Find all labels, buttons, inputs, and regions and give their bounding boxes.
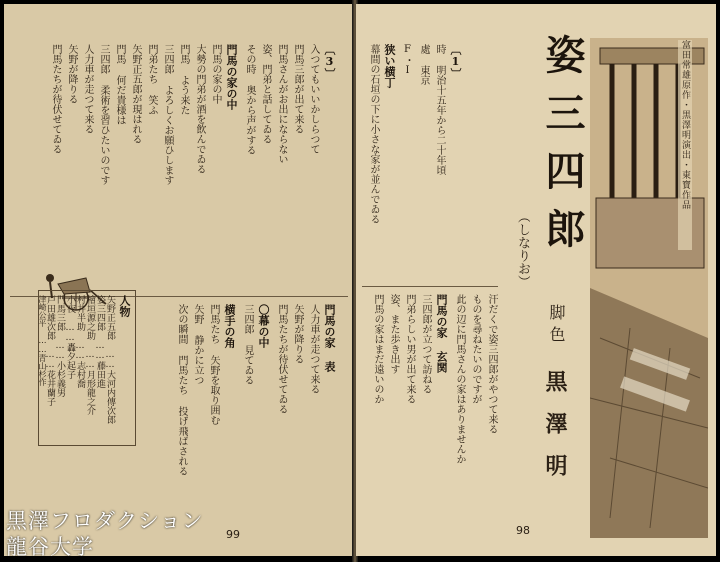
cast-entry: 津崎公平 ……青山杉作 (38, 295, 47, 386)
text-column: 門弟たち 笑ふ (146, 44, 157, 115)
text-column: 門馬の家はまだ遠いのか (372, 294, 383, 404)
text-column: 三四郎 柔術を習ひたいのです (98, 44, 109, 185)
text-column: 矢野正五郎が現はれる (130, 44, 141, 144)
text-column: 姿、また歩き出す (388, 294, 399, 374)
cast-entry: 姿三四郎 ……藤田進 (95, 295, 105, 388)
page-number-right: 98 (516, 524, 530, 537)
section-heading-right: 〔1〕 (449, 44, 462, 79)
text-column: 人力車が走つて来る (308, 304, 319, 394)
credit-label: 脚色 (547, 304, 566, 348)
section-heading-left: 〔3〕 (323, 44, 336, 79)
text-column: 門馬三郎が出て来る (292, 44, 303, 134)
text-column: 矢野 静かに立つ (192, 304, 203, 385)
text-column: 此の辺に門馬さんの家はありませんか (454, 294, 465, 464)
watermark-line2: 龍谷大学 (6, 535, 94, 559)
heading-house-interior: 門馬の家の中 (225, 44, 238, 110)
cast-list (38, 290, 136, 446)
text-column: 門馬たち 矢野を取り囲む (208, 304, 219, 425)
page-number-left: 99 (226, 528, 240, 541)
text-column: 幕間の石垣の下に小さな家が並んでゐる (368, 44, 379, 224)
text-column: 門馬たちが待伏せてゐる (50, 44, 61, 154)
cast-title: 人物 (118, 295, 131, 317)
text-column: ものを尋ねたいのですが (470, 294, 481, 404)
watermark-line1: 黒澤フロダクション (6, 509, 204, 533)
divider (362, 286, 498, 287)
text-column: F・I (402, 44, 413, 76)
subtitle: 富田常雄原作・黒澤明演出・東寶作品 (678, 40, 692, 250)
text-column: 汗だくで姿三四郎がやつて来る (486, 294, 497, 434)
cast-entry: 村井半助 ……志村喬 (75, 295, 85, 388)
heading-house-front: 門馬の家 表 (323, 304, 336, 372)
text-column: 門弟らしい男が出て来る (404, 294, 415, 404)
heading-narrow-lane: 狭い横丁 (383, 44, 396, 88)
text-column: その時 奥から声がする (244, 44, 255, 155)
text-column: 入つてもいいかしらつて (308, 44, 319, 154)
text-column: 次の瞬間 門馬たち 投げ飛ばされる (176, 304, 187, 476)
text-column: 門馬さんがお出にならない (276, 44, 287, 164)
text-column: 門馬 よう来た (178, 44, 189, 115)
text-column: 矢野が降りる (66, 44, 77, 104)
heading-curtain: 〇幕の中 (257, 304, 270, 348)
page-right (356, 4, 716, 556)
text-column: 三四郎が立つて訪ねる (420, 294, 431, 394)
cast-entry: 檜垣源之助 ……月形龍之介 (85, 295, 95, 415)
cast-entry: 矢野正五郎 ……大河内傳次郎 (105, 295, 115, 424)
text-column: 門馬の家の中 (210, 44, 221, 104)
title-ruby: （しなりお） (515, 210, 530, 288)
text-column: 大勢の門弟が酒を飲んでゐる (194, 44, 205, 174)
text-column: 門馬たちが待伏せてゐる (276, 304, 287, 414)
text-column: 矢野が降りる (292, 304, 303, 364)
cast-entry: 小夜 ……轟夕起子 (65, 295, 75, 379)
page-left (4, 4, 354, 556)
text-column: 姿、門弟と話してゐる (260, 44, 271, 144)
cast-entry: 戸田雄次郎 ……花井蘭子 (45, 295, 55, 406)
text-column: 人力車が走つて来る (82, 44, 93, 134)
page-title: 姿三四郎 (539, 34, 586, 266)
heading-house-entrance: 門馬の家 玄関 (435, 294, 448, 373)
text-column: 處 東京 (418, 44, 429, 85)
text-column: 三四郎 見てゐる (242, 304, 253, 385)
cast-entry: 門馬三郎 ……小杉義男 (55, 295, 65, 397)
text-column: 時 明治十五年から二十年頃 (434, 44, 445, 175)
credit-name: 黒澤明 (542, 370, 568, 496)
heading-side-corner: 横手の角 (223, 304, 236, 348)
text-column: 三四郎 よろしくお願ひします (162, 44, 173, 185)
text-column: 門馬 何だ貴様は (114, 44, 125, 125)
